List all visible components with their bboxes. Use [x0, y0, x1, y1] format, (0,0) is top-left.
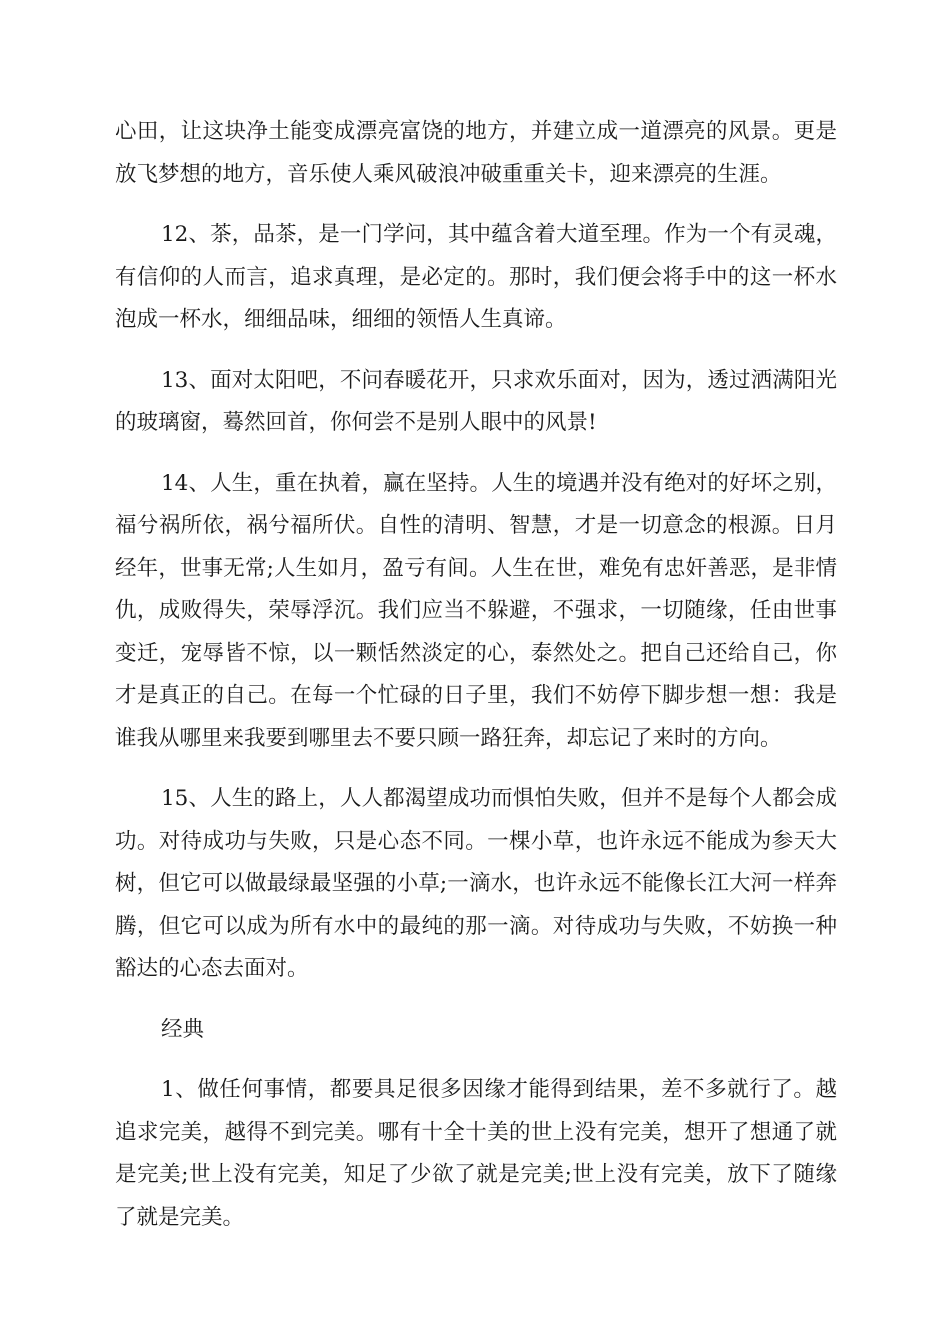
paragraph-14: 14、人生，重在执着，赢在坚持。人生的境遇并没有绝对的好坏之别，福兮祸所依，祸兮福所伏。自性的清明、智慧，才是一切意念的根源。日月经年，世事无常;人生如月，盈亏有间。人生在世，难免有忠奸善恶，是非情仇，成败得失，荣辱浮沉。我们应当不躲避，不强求，一切随缘，任由世事变迁，宠辱皆不惊，以一颗恬然淡定的心，泰然处之。把自己还给自己，你才是真正的自己。在每一个忙碌的日子里，我们不妨停下脚步想一想：我是谁我从哪里来我要到哪里去不要只顾一路狂奔，却忘记了来时的方向。	[115, 470, 837, 751]
paragraph-12: 12、茶，品茶，是一门学问，其中蕴含着大道至理。作为一个有灵魂，有信仰的人而言，追求真理，是必定的。那时，我们便会将手中的这一杯水泡成一杯水，细细品味，细细的领悟人生真谛。	[115, 222, 837, 332]
paragraph-continuation: 心田，让这块净土能变成漂亮富饶的地方，并建立成一道漂亮的风景。更是放飞梦想的地方，音乐使人乘风破浪冲破重重关卡，迎来漂亮的生涯。	[115, 119, 837, 187]
paragraph-13: 13、面对太阳吧，不问春暖花开，只求欢乐面对，因为，透过洒满阳光的玻璃窗，蓦然回首，你何尝不是别人眼中的风景!	[115, 367, 837, 435]
paragraph-15: 15、人生的路上，人人都渴望成功而惧怕失败，但并不是每个人都会成功。对待成功与失败，只是心态不同。一棵小草，也许永远不能成为参天大树，但它可以做最绿最坚强的小草;一滴水，也许永远不能像长江大河一样奔腾，但它可以成为所有水中的最纯的那一滴。对待成功与失败，不妨换一种豁达的心态去面对。	[115, 786, 837, 981]
paragraph-classic-1: 1、做任何事情，都要具足很多因缘才能得到结果，差不多就行了。越追求完美，越得不到完美。哪有十全十美的世上没有完美，想开了想通了就是完美;世上没有完美，知足了少欲了就是完美;世上没有完美，放下了随缘了就是完美。	[115, 1077, 837, 1230]
document-page	[115, 111, 837, 1239]
section-heading: 经典	[161, 1016, 205, 1042]
